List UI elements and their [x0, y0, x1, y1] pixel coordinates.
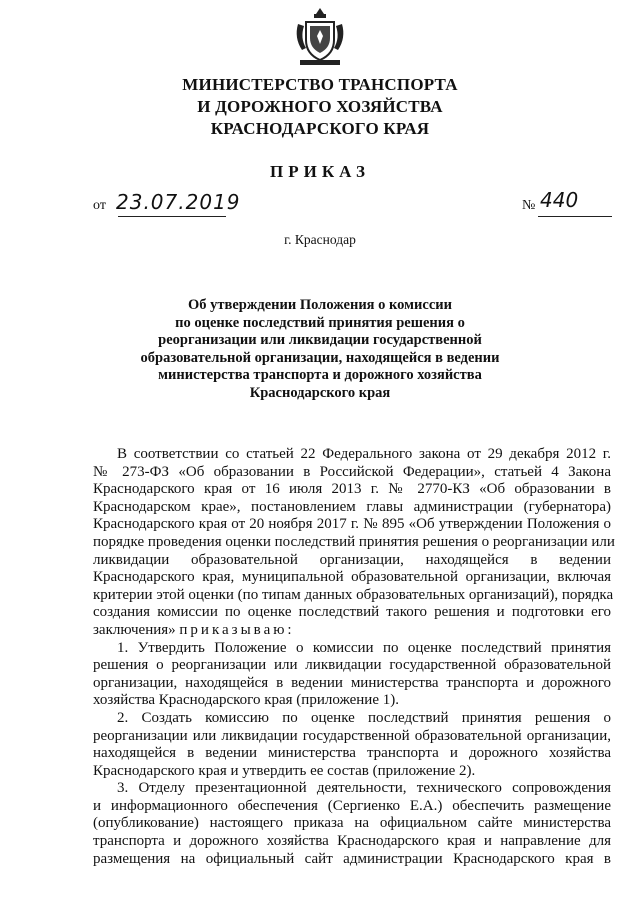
- subject-line: Об утверждении Положения о комиссии: [188, 297, 452, 313]
- body-line: Краснодарского края от 16 июля 2013 г. № 2770-КЗ «Об образовании в: [93, 481, 611, 498]
- body-line: 2. Создать комиссию по оценке последствий принятия решения о: [117, 709, 611, 726]
- order-body: [93, 446, 615, 868]
- order-title: ПРИКАЗ: [270, 162, 370, 181]
- body-line: В соответствии со статьей 22 Федерального закона от 29 декабря 2012 г.: [117, 446, 611, 462]
- order-word: приказываю:: [179, 621, 295, 638]
- body-line: порядке проведения оценки последствий принятия решения о реорганизации или: [93, 533, 615, 550]
- body-line: размещения на официальный сайт администрации Краснодарского края в: [93, 850, 611, 867]
- ministry-line: И ДОРОЖНОГО ХОЗЯЙСТВА: [197, 97, 443, 116]
- subject-line: министерства транспорта и дорожного хозяйства: [158, 367, 482, 383]
- body-line: организации, находящейся в ведении министерства транспорта и дорожного: [93, 674, 611, 691]
- body-line: хозяйства Краснодарского края (приложение 1).: [93, 692, 399, 709]
- number-underline: [538, 216, 612, 217]
- body-line: ликвидации образовательной организации, находящейся в ведении: [93, 551, 611, 568]
- body-line-text: заключения»: [93, 621, 176, 638]
- body-line: критерии этой оценки (по типам данных образовательных организаций), порядка: [93, 586, 614, 603]
- body-line: транспорта и дорожного хозяйства Краснодарского края и направление для: [93, 833, 611, 850]
- body-line: и информационного обеспечения (Сергиенко Е.А.) обеспечить размещение: [93, 797, 611, 814]
- body-line: создания комиссии по оценке последствий такого решения и подготовки его: [93, 604, 611, 621]
- subject-line: по оценке последствий принятия решения о: [175, 314, 465, 331]
- body-line: 1. Утвердить Положение о комиссии по оценке последствий принятия: [117, 639, 611, 656]
- date-prefix: от: [93, 198, 106, 213]
- body-line: находящейся в ведении министерства транспорта и дорожного хозяйства: [93, 745, 611, 762]
- number-sign: №: [522, 198, 536, 213]
- city: г. Краснодар: [284, 232, 356, 247]
- ministry-heading: [0, 74, 640, 140]
- body-line: (опубликование) настоящего приказа на официальном сайте министерства: [93, 815, 611, 832]
- body-line: решения о реорганизации или ликвидации государственной образовательной: [93, 657, 611, 674]
- subject-line: образовательной организации, находящейся в ведении: [140, 349, 500, 366]
- body-line: № 273-ФЗ «Об образовании в Российской Федерации», статьей 4 Закона: [93, 463, 611, 480]
- handwritten-number: 440: [540, 188, 579, 212]
- body-line: Краснодарского края, муниципальной образовательной организации, включая: [93, 569, 611, 586]
- ministry-line: КРАСНОДАРСКОГО КРАЯ: [210, 119, 430, 138]
- body-line: [93, 622, 611, 640]
- coat-of-arms-icon: [292, 4, 348, 68]
- body-line: реорганизации или ликвидации государственной образовательной организации,: [93, 727, 611, 744]
- body-line: 3. Отделу презентационной деятельности, технического сопровождения: [117, 780, 611, 797]
- body-line: Краснодарском крае», постановлением главы администрации (губернатора): [93, 498, 611, 515]
- body-line: Краснодарского края от 20 ноября 2017 г. № 895 «Об утверждении Положения о: [93, 516, 611, 533]
- order-subject: [0, 297, 640, 402]
- handwritten-date: 23.07.2019: [116, 190, 241, 214]
- subject-line: реорганизации или ликвидации государственной: [158, 332, 482, 348]
- body-line: Краснодарского края и утвердить ее состав (приложение 2).: [93, 762, 476, 779]
- ministry-line: МИНИСТЕРСТВО ТРАНСПОРТА: [182, 75, 458, 94]
- subject-line: Краснодарского края: [249, 384, 391, 401]
- date-underline: [118, 216, 226, 217]
